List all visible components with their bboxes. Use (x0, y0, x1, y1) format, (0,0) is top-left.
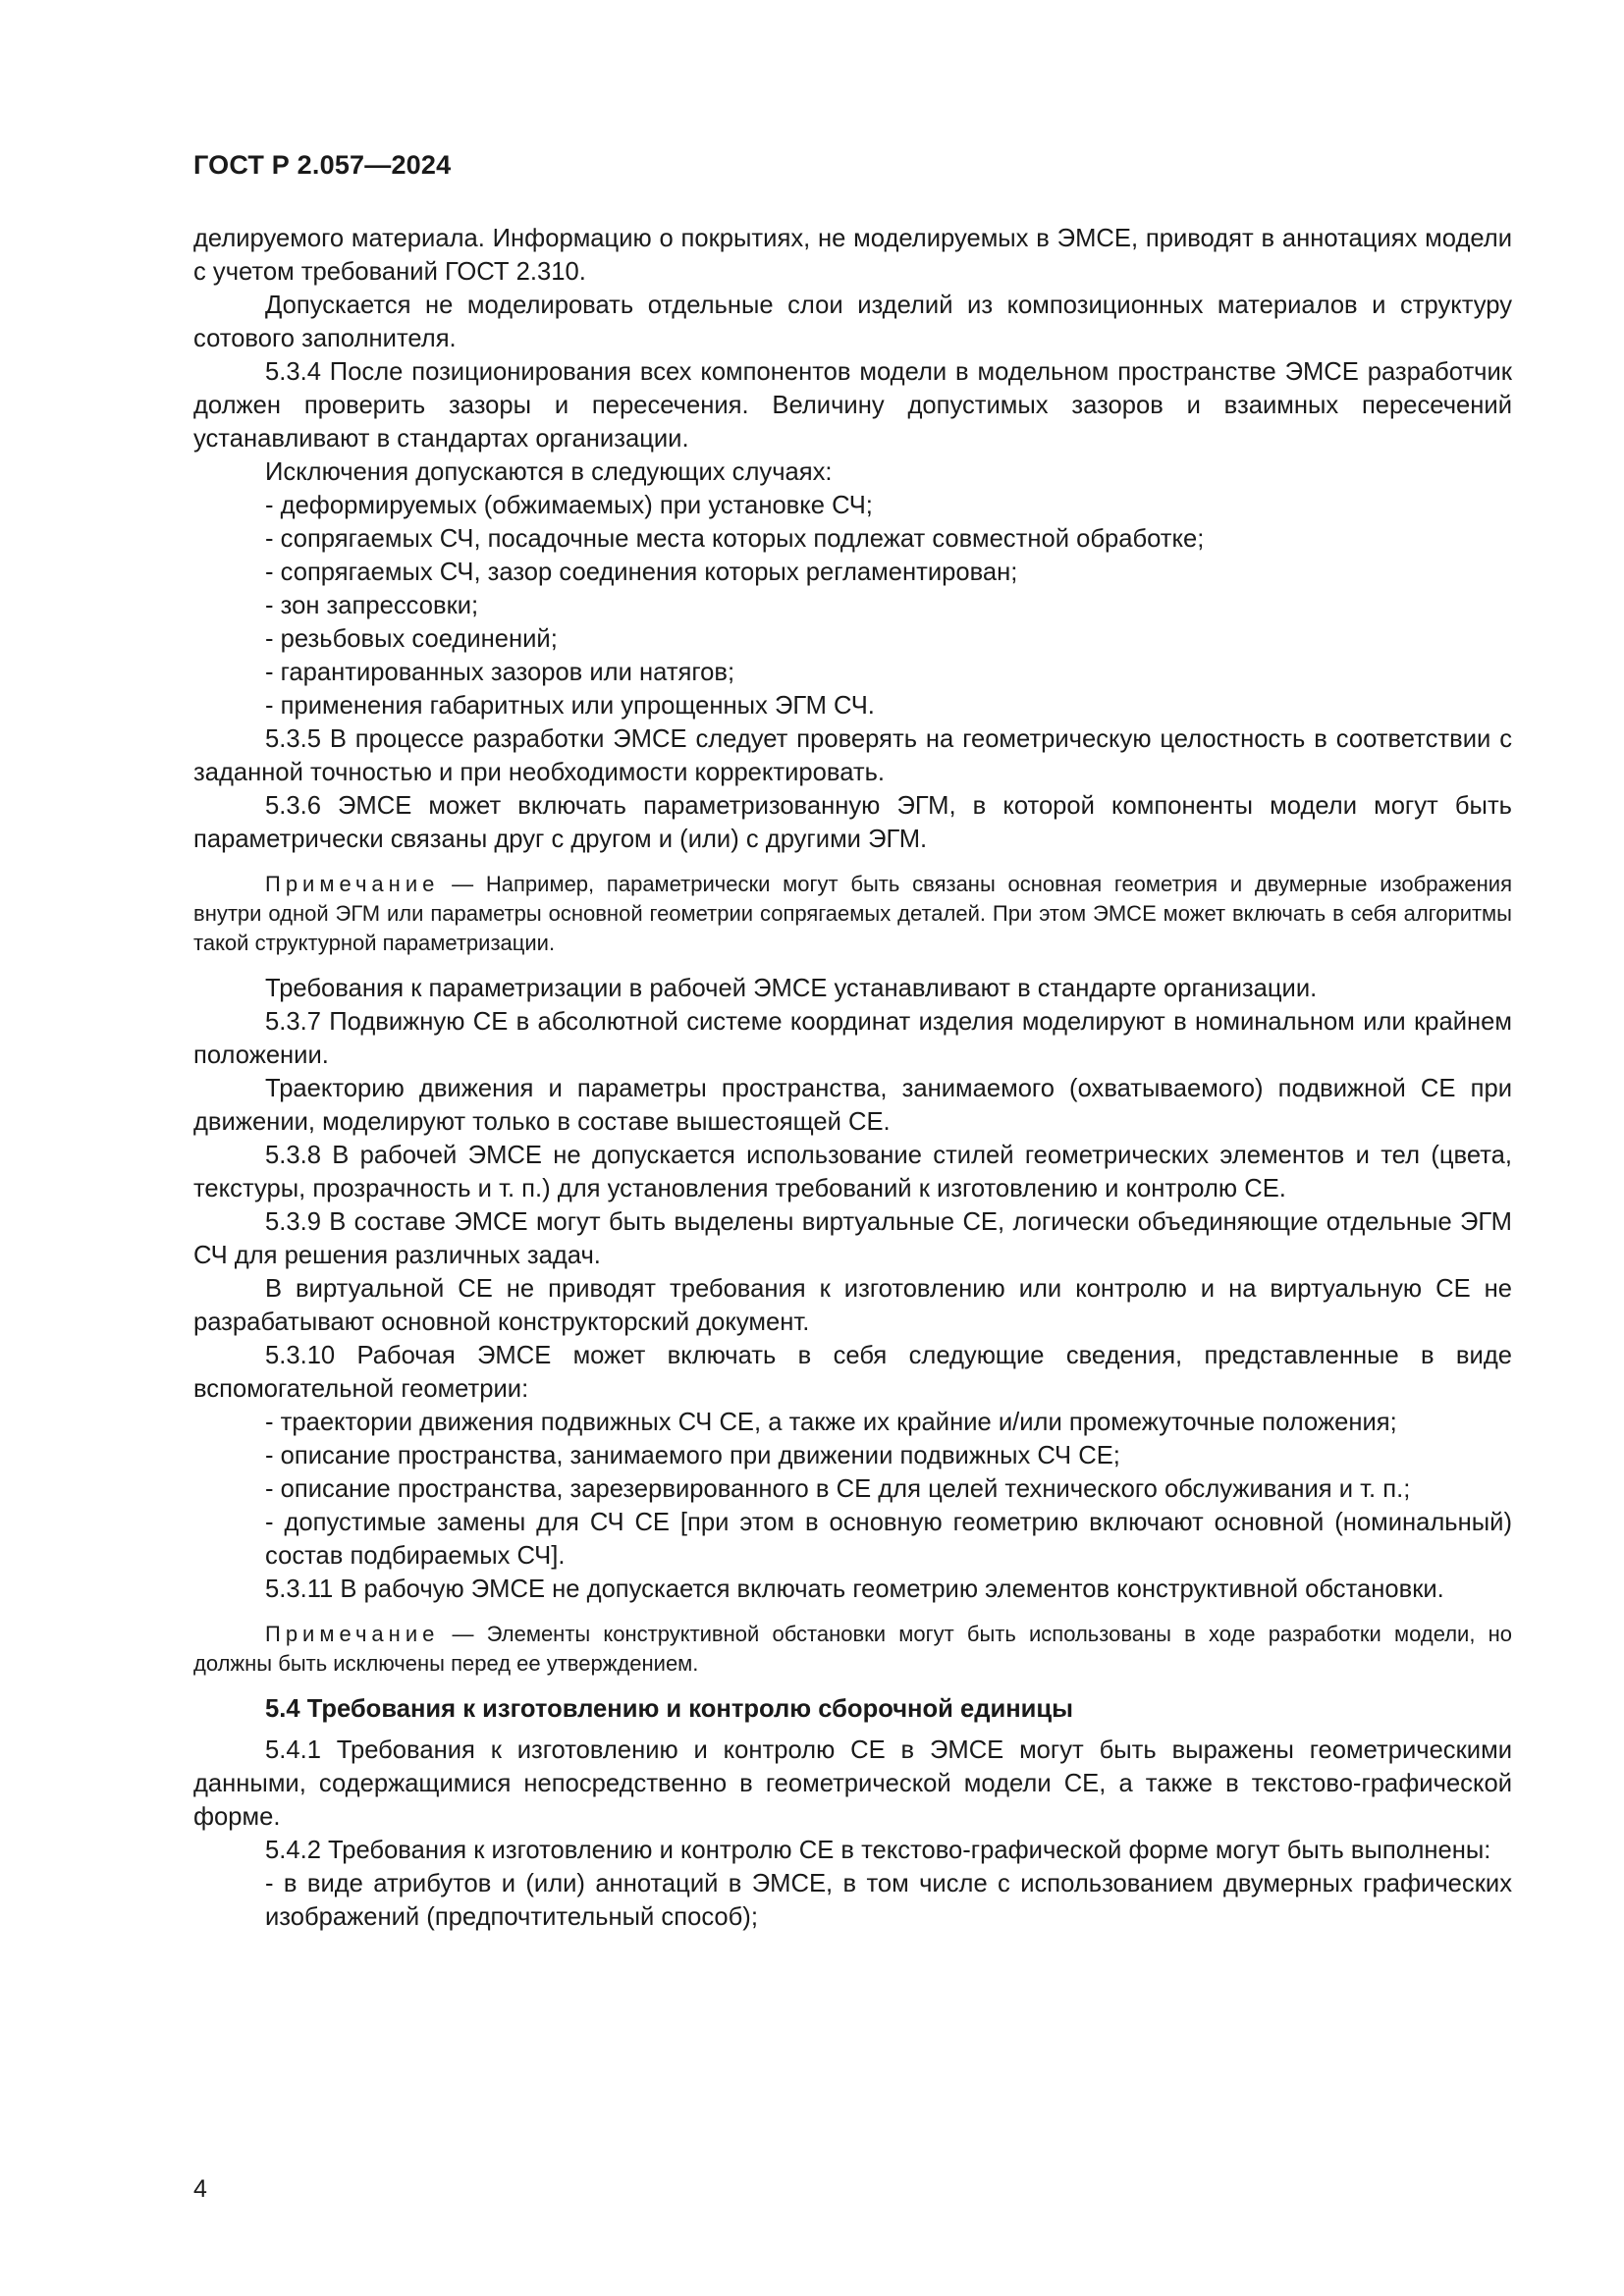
list-item: - допустимые замены для СЧ СЕ [при этом в основную геометрию включают основной (номинальный) состав подбираемых СЧ]. (265, 1509, 1512, 1570)
list-item: - гарантированных зазоров или натягов; (265, 659, 735, 686)
list-item: - сопрягаемых СЧ, посадочные места которых подлежат совместной обработке; (265, 525, 1205, 553)
paragraph-5-3-10: 5.3.10 Рабочая ЭМСЕ может включать в себя следующие сведения, представленные в виде вспомогательной геометрии: (193, 1342, 1512, 1403)
paragraph-5-3-11: 5.3.11 В рабочую ЭМСЕ не допускается включать геометрию элементов конструктивной обстановки. (265, 1575, 1444, 1603)
section-heading: 5.4 Требования к изготовлению и контролю сборочной единицы (265, 1695, 1073, 1723)
note (193, 1620, 1512, 1679)
paragraph-5-4-1: 5.4.1 Требования к изготовлению и контролю СЕ в ЭМСЕ могут быть выражены геометрическими данными, содержащимися непосредственно в геометрической модели СЕ, а также в текстово-графической форме. (193, 1736, 1512, 1831)
paragraph-5-3-9: 5.3.9 В составе ЭМСЕ могут быть выделены виртуальные СЕ, логически объединяющие отдельные ЭГМ СЧ для решения различных задач. (193, 1208, 1512, 1269)
page-number: 4 (193, 2175, 207, 2203)
paragraph-5-3-4: 5.3.4 После позиционирования всех компонентов модели в модельном пространстве ЭМСЕ разработчик должен проверить зазоры и пересечения. Величину допустимых зазоров и взаимных пересечений устанавливают в стандартах организации. (193, 358, 1512, 453)
paragraph-5-4-2: 5.4.2 Требования к изготовлению и контролю СЕ в текстово-графической форме могут быть выполнены: (265, 1837, 1491, 1864)
list-item: - резьбовых соединений; (265, 625, 558, 653)
note (193, 870, 1512, 958)
note-label: Примечание (265, 872, 440, 896)
note-text: — Например, параметрически могут быть связаны основная геометрия и двумерные изображения внутри одной ЭГМ или параметры основной геометрии сопрягаемых деталей. При этом ЭМСЕ может включать в себя алгоритмы такой структурной параметризации. (193, 872, 1512, 955)
list-item: - сопрягаемых СЧ, зазор соединения которых регламентирован; (265, 559, 1018, 586)
paragraph: Траекторию движения и параметры пространства, занимаемого (охватываемого) подвижной СЕ при движении, моделируют только в составе вышестоящей СЕ. (193, 1075, 1512, 1136)
paragraph-5-3-7: 5.3.7 Подвижную СЕ в абсолютной системе координат изделия моделируют в номинальном или крайнем положении. (193, 1008, 1512, 1069)
list-item: - деформируемых (обжимаемых) при установке СЧ; (265, 492, 873, 519)
paragraph: Требования к параметризации в рабочей ЭМСЕ устанавливают в стандарте организации. (265, 975, 1318, 1002)
document-body (193, 222, 1512, 1934)
paragraph-5-3-6: 5.3.6 ЭМСЕ может включать параметризованную ЭГМ, в которой компоненты модели могут быть параметрически связаны друг с другом и (или) с другими ЭГМ. (193, 792, 1512, 853)
page-header: ГОСТ Р 2.057—2024 (193, 150, 452, 180)
list-item: - траектории движения подвижных СЧ СЕ, а также их крайние и/или промежуточные положения; (265, 1409, 1397, 1436)
paragraph: Исключения допускаются в следующих случаях: (265, 458, 833, 486)
list-item: - описание пространства, зарезервированного в СЕ для целей технического обслуживания и т. п.; (265, 1475, 1411, 1503)
paragraph-5-3-8: 5.3.8 В рабочей ЭМСЕ не допускается использование стилей геометрических элементов и тел (цвета, текстуры, прозрачность и т. п.) для установления требований к изготовлению и контролю СЕ. (193, 1142, 1512, 1202)
list-item: - зон запрессовки; (265, 592, 479, 619)
list-item: - применения габаритных или упрощенных ЭГМ СЧ. (265, 692, 875, 720)
paragraph-5-3-5: 5.3.5 В процессе разработки ЭМСЕ следует проверять на геометрическую целостность в соответствии с заданной точностью и при необходимости корректировать. (193, 725, 1512, 786)
note-label: Примечание (265, 1622, 440, 1646)
list-item: - в виде атрибутов и (или) аннотаций в ЭМСЕ, в том числе с использованием двумерных графических изображений (предпочтительный способ); (265, 1870, 1512, 1931)
note-text: — Элементы конструктивной обстановки могут быть использованы в ходе разработки модели, но должны быть исключены перед ее утверждением. (193, 1622, 1512, 1676)
paragraph: В виртуальной СЕ не приводят требования к изготовлению или контролю и на виртуальную СЕ не разрабатывают основной конструкторский документ. (193, 1275, 1512, 1336)
paragraph: делируемого материала. Информацию о покрытиях, не моделируемых в ЭМСЕ, приводят в аннотациях модели с учетом требований ГОСТ 2.310. (193, 225, 1512, 286)
paragraph: Допускается не моделировать отдельные слои изделий из композиционных материалов и структуру сотового заполнителя. (193, 292, 1512, 352)
list-item: - описание пространства, занимаемого при движении подвижных СЧ СЕ; (265, 1442, 1120, 1469)
